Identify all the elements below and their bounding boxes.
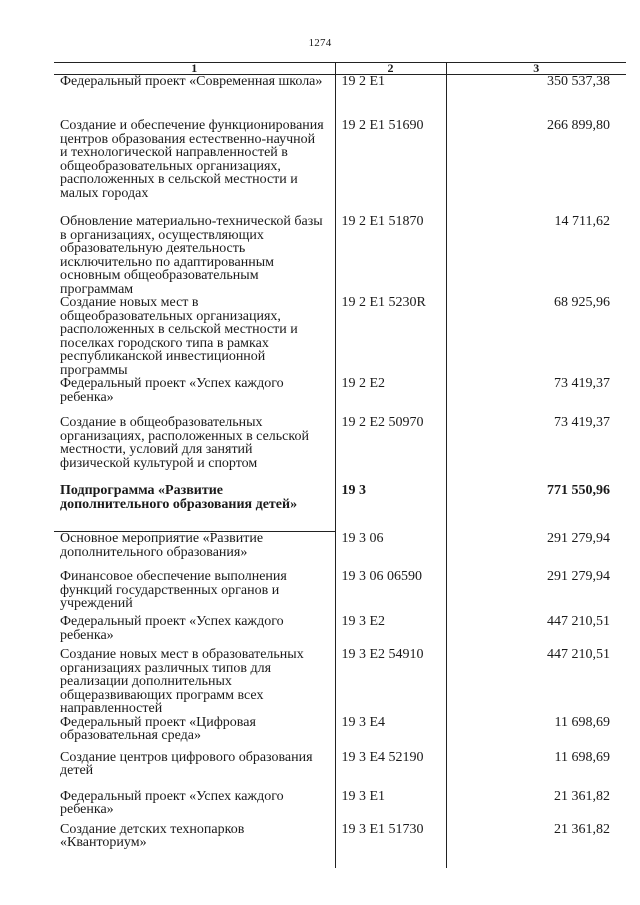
table-row <box>54 75 626 120</box>
table-row <box>54 751 626 790</box>
table-row <box>54 648 626 716</box>
row-amount: 291 279,94 <box>446 532 626 571</box>
row-code: 19 3 E4 52190 <box>335 751 446 790</box>
row-description: Создание и обеспечение функционирования центров образования естественно-научной и технологической направленностей в общеобразовательных организациях, расположенных в сельской местности и малых городах <box>60 118 324 201</box>
row-amount: 11 698,69 <box>446 751 626 790</box>
row-description: Подпрограмма «Развитие дополнительного образования детей» <box>54 484 335 532</box>
table-row <box>54 377 626 416</box>
table-row <box>54 215 626 296</box>
table-header <box>54 63 626 75</box>
header-row <box>54 63 626 75</box>
column-header-2: 2 <box>335 63 446 75</box>
row-amount: 68 925,96 <box>446 296 626 377</box>
row-code: 19 2 E2 <box>335 377 446 416</box>
row-description: Создание новых мест в образовательных организациях различных типов для реализации дополнительных общеразвивающих программ всех направленностей <box>60 647 304 716</box>
row-code: 19 3 <box>335 484 446 532</box>
row-code: 19 2 E1 51870 <box>335 215 446 296</box>
table-row <box>54 790 626 823</box>
row-amount: 14 711,62 <box>446 215 626 296</box>
row-description: Финансовое обеспечение выполнения функций государственных органов и учреждений <box>60 569 287 611</box>
row-code: 19 2 E1 51690 <box>335 119 446 215</box>
row-amount: 771 550,96 <box>446 484 626 532</box>
row-amount: 73 419,37 <box>446 416 626 484</box>
row-description: Федеральный проект «Успех каждого ребенка» <box>60 788 284 817</box>
row-code: 19 3 E2 <box>335 615 446 648</box>
column-header-3: 3 <box>446 63 626 75</box>
page-number: 1274 <box>308 37 332 49</box>
row-description: Обновление материально-технической базы в организациях, осуществляющих образовательную деятельность исключительно по адаптированным основным общеобразовательным программам <box>60 214 323 297</box>
table-body <box>54 75 626 868</box>
budget-table <box>54 62 626 868</box>
row-description: Основное мероприятие «Развитие дополнительного образования» <box>60 531 264 560</box>
row-code: 19 3 06 06590 <box>335 570 446 615</box>
row-code: 19 3 E2 54910 <box>335 648 446 716</box>
table-row <box>54 615 626 648</box>
row-description: Федеральный проект «Успех каждого ребенка» <box>60 614 284 643</box>
row-amount: 266 899,80 <box>446 119 626 215</box>
table-row <box>54 484 626 532</box>
row-code: 19 3 E1 <box>335 790 446 823</box>
row-amount: 291 279,94 <box>446 570 626 615</box>
row-description: Федеральный проект «Цифровая образовательная среда» <box>60 714 256 743</box>
table-row <box>54 532 626 571</box>
table-row <box>54 570 626 615</box>
row-description: Создание детских технопарков «Кванториум» <box>60 821 245 850</box>
table-row <box>54 296 626 377</box>
row-amount: 447 210,51 <box>446 648 626 716</box>
row-amount: 447 210,51 <box>446 615 626 648</box>
column-header-1: 1 <box>54 63 335 75</box>
row-amount: 21 361,82 <box>446 790 626 823</box>
row-amount: 21 361,82 <box>446 823 626 868</box>
row-code: 19 2 E1 <box>335 75 446 120</box>
row-description: Создание в общеобразовательных организациях, расположенных в сельской местности, условий для занятий физической культурой и спортом <box>60 415 309 471</box>
row-code: 19 2 E1 5230R <box>335 296 446 377</box>
table-row <box>54 716 626 751</box>
row-code: 19 2 E2 50970 <box>335 416 446 484</box>
row-code: 19 3 E1 51730 <box>335 823 446 868</box>
row-amount: 73 419,37 <box>446 377 626 416</box>
row-description: Создание новых мест в общеобразовательных организациях, расположенных в сельской местности и поселках городского типа в рамках республиканской инвестиционной программы <box>60 295 298 378</box>
row-description: Федеральный проект «Успех каждого ребенка» <box>60 376 284 405</box>
table-row <box>54 823 626 868</box>
row-code: 19 3 E4 <box>335 716 446 751</box>
row-description: Федеральный проект «Современная школа» <box>60 74 323 89</box>
row-code: 19 3 06 <box>335 532 446 571</box>
table-row <box>54 119 626 215</box>
row-description: Создание центров цифрового образования детей <box>60 749 313 778</box>
table-row <box>54 416 626 484</box>
row-amount: 350 537,38 <box>446 75 626 120</box>
row-amount: 11 698,69 <box>446 716 626 751</box>
